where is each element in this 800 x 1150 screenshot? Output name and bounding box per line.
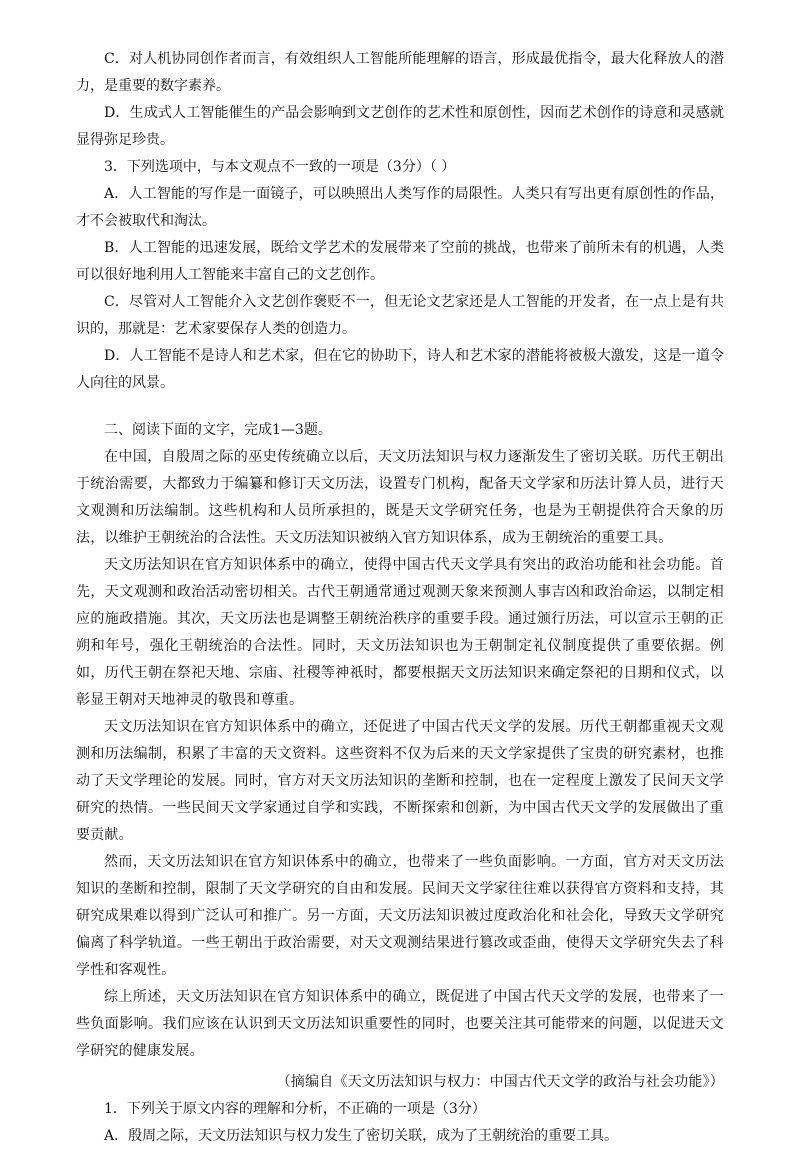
option-c-part1: C．对人机协同创作者而言，有效组织人工智能所能理解的语言，形成最优指令，最大化释放人的潜力，是重要的数字素养。 bbox=[76, 51, 724, 94]
option-d-part1: D．生成式人工智能催生的产品会影响到文艺创作的艺术性和原创性，因而艺术创作的诗意和灵感就显得弥足珍贵。 bbox=[76, 105, 724, 148]
passage-paragraph-5: 综上所述，天文历法知识在官方知识体系中的确立，既促进了中国古代天文学的发展，也带来了一些负面影响。我们应该在认识到天文历法知识重要性的同时，也要关注其可能带来的问题，以促进天文学研究的健康发展。 bbox=[76, 989, 724, 1059]
question-3-stem: 3．下列选项中，与本文观点不一致的一项是（3分）（ ） bbox=[104, 159, 456, 175]
q3-option-b: B．人工智能的迅速发展，既给文学艺术的发展带来了空前的挑战，也带来了前所未有的机遇，人类可以很好地利用人工智能来丰富自己的文艺创作。 bbox=[76, 240, 724, 283]
question-1-stem: 1．下列关于原文内容的理解和分析，不正确的一项是（3分） bbox=[104, 1101, 486, 1117]
passage-paragraph-1: 在中国，自殷周之际的巫史传统确立以后，天文历法知识与权力逐渐发生了密切关联。历代王朝出于统治需要，大都致力于编纂和修订天文历法，设置专门机构，配备天文学家和历法计算人员，进行天文观测和历法编制。这些机构和人员所承担的，既是天文学研究任务，也是为王朝提供符合天象的历法，以维护王朝统治的合法性。天文历法知识被纳入官方知识体系，成为王朝统治的重要工具。 bbox=[76, 449, 724, 546]
q1-option-a: A．殷周之际，天文历法知识与权力发生了密切关联，成为了王朝统治的重要工具。 bbox=[104, 1128, 619, 1144]
q3-option-c: C．尽管对人工智能介入文艺创作褒贬不一，但无论文艺家还是人工智能的开发者，在一点上是有共识的，那就是：艺术家要保存人类的创造力。 bbox=[76, 294, 724, 337]
passage-source: （摘编自《天文历法知识与权力：中国古代天文学的政治与社会功能》） bbox=[276, 1074, 724, 1090]
passage-paragraph-2: 天文历法知识在官方知识体系中的确立，使得中国古代天文学具有突出的政治功能和社会功能。首先，天文观测和政治活动密切相关。古代王朝通常通过观测天象来预测人事吉凶和政治命运，以制定相应的施政措施。其次，天文历法也是调整王朝统治秩序的重要手段。通过颁行历法，可以宣示王朝的正朔和年号，强化王朝统治的合法性。同时，天文历法知识也为王朝制定礼仪制度提供了重要依据。例如，历代王朝在祭祀天地、宗庙、社稷等神祇时，都要根据天文历法知识来确定祭祀的日期和仪式，以彰显王朝对天地神灵的敬畏和尊重。 bbox=[76, 557, 724, 708]
q3-option-a: A．人工智能的写作是一面镜子，可以映照出人类写作的局限性。人类只有写出更有原创性的作品，才不会被取代和淘汰。 bbox=[76, 186, 724, 229]
passage-paragraph-3: 天文历法知识在官方知识体系中的确立，还促进了中国古代天文学的发展。历代王朝都重视天文观测和历法编制，积累了丰富的天文资料。这些资料不仅为后来的天文学家提供了宝贵的研究素材，也推动了天文学理论的发展。同时，官方对天文历法知识的垄断和控制，也在一定程度上激发了民间天文学研究的热情。一些民间天文学家通过自学和实践，不断探索和创新，为中国古代天文学的发展做出了重要贡献。 bbox=[76, 719, 724, 843]
section-2-heading: 二、阅读下面的文字，完成1—3题。 bbox=[104, 422, 332, 438]
q3-option-d: D．人工智能不是诗人和艺术家，但在它的协助下，诗人和艺术家的潜能将被极大激发，这是一道令人向往的风景。 bbox=[76, 348, 724, 391]
passage-paragraph-4: 然而，天文历法知识在官方知识体系中的确立，也带来了一些负面影响。一方面，官方对天文历法知识的垄断和控制，限制了天文学研究的自由和发展。民间天文学家往往难以获得官方资料和支持，其研究成果难以得到广泛认可和推广。另一方面，天文历法知识被过度政治化和社会化，导致天文学研究偏离了科学轨道。一些王朝出于政治需要，对天文观测结果进行篡改或歪曲，使得天文学研究失去了科学性和客观性。 bbox=[76, 854, 724, 978]
section-gap bbox=[76, 397, 724, 417]
